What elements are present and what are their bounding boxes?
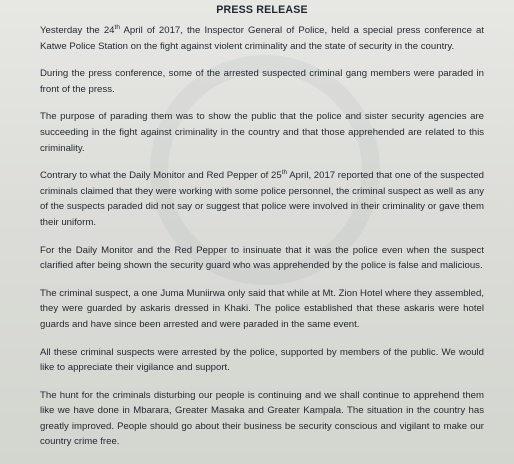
paragraph-criminal-suspect: The criminal suspect, a one Juma Muniirwa only said that while at Mt. Zion Hotel where they assembled, they were guarded by askaris dressed in Khaki. The police established that these askaris were hotel guards and have since been arrested and were paraded in the same event. bbox=[40, 287, 484, 330]
document-title: PRESS RELEASE bbox=[216, 4, 308, 16]
paragraph-text: Yesterday the 24 bbox=[40, 25, 115, 36]
paragraph-insinuate: For the Daily Monitor and the Red Pepper to insinuate that it was the police even when the suspect clarified after being shown the security guard who was apprehended by the police is false and malicious. bbox=[40, 244, 484, 272]
paragraph-arrests: All these criminal suspects were arrested by the police, supported by members of the public. We would like to appreciate their vigilance and support. bbox=[40, 346, 484, 374]
ordinal-suffix: th bbox=[114, 23, 120, 31]
ordinal-suffix: th bbox=[281, 168, 288, 176]
paragraph-press-conference bbox=[40, 23, 484, 54]
paragraph-text: April of 2017, the Inspector General of Police, held a special press conference at Katwe Police Station on the fight against violent criminality and the state of security in the country. bbox=[40, 25, 485, 52]
paragraph-parade: During the press conference, some of the arrested suspected criminal gang members were paraded in front of the press. bbox=[40, 68, 484, 95]
paragraph-text: April, 2017 reported that one of the suspected criminals claimed that they were working with some police personnel, the criminal suspect as well as any of the suspects paraded did not say or suggest that police were involved in their criminality or gave them their uniform. bbox=[40, 170, 485, 228]
paragraph-hunt: The hunt for the criminals disturbing our people is continuing and we shall continue to apprehend them like we have done in Mbarara, Greater Masaka and Greater Kampala. The situation in the country has greatly improved. People should go about their business be security conscious and vigilant to make our country crime free. bbox=[40, 389, 484, 448]
paragraph-text: Contrary to what the Daily Monitor and Red Pepper of 25 bbox=[40, 170, 282, 182]
paragraph-purpose: The purpose of parading them was to show the public that the police and sister security agencies are succeeding in the fight against criminality in the country and that those apprehended are related to this criminality. bbox=[40, 111, 484, 154]
paragraph-contrary bbox=[40, 168, 484, 230]
